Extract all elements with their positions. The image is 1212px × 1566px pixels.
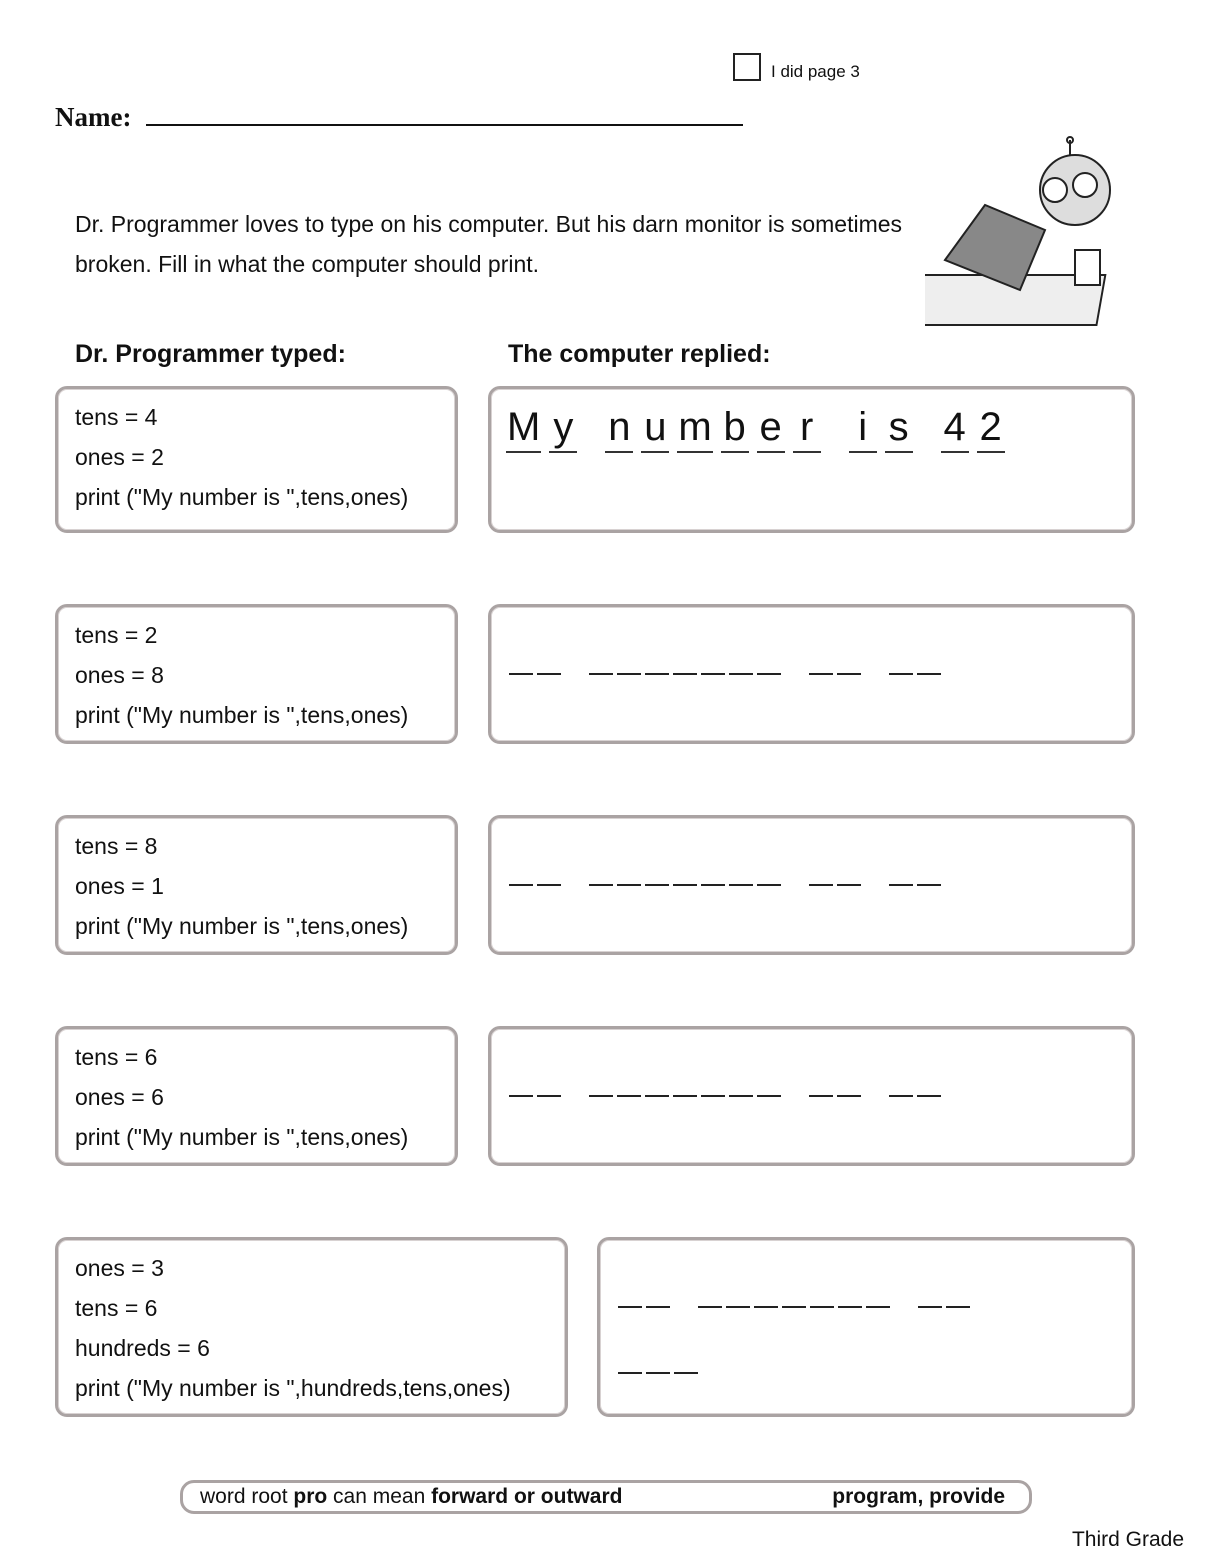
- code-line: ones = 1: [75, 873, 164, 899]
- answer-letter: e: [757, 403, 785, 453]
- grade-label: Third Grade: [1071, 1528, 1184, 1551]
- code-box-5: [55, 1237, 568, 1417]
- answer-box-4[interactable]: [488, 1026, 1135, 1166]
- letter-blank[interactable]: [589, 846, 613, 886]
- answer-letter: r: [793, 403, 821, 453]
- letter-blank[interactable]: [837, 846, 861, 886]
- code-line: ones = 3: [75, 1255, 164, 1281]
- example-words: program, provide: [832, 1485, 1005, 1508]
- letter-blank[interactable]: [866, 1268, 890, 1308]
- letter-blank[interactable]: [645, 846, 669, 886]
- letter-blank[interactable]: [646, 1334, 670, 1374]
- letter-blank[interactable]: [617, 1057, 641, 1097]
- answer-box-1: [488, 386, 1135, 533]
- code-line: tens = 6: [75, 1044, 158, 1070]
- code-line: print ("My number is ",hundreds,tens,ones): [75, 1375, 511, 1401]
- letter-blank[interactable]: [757, 635, 781, 675]
- did-page-checkbox[interactable]: [733, 53, 761, 81]
- letter-blank[interactable]: [701, 1057, 725, 1097]
- letter-blank[interactable]: [757, 846, 781, 886]
- letter-blank[interactable]: [645, 635, 669, 675]
- letter-blank[interactable]: [782, 1268, 806, 1308]
- code-line: tens = 2: [75, 622, 158, 648]
- typed-heading: Dr. Programmer typed:: [75, 340, 346, 368]
- answer-blanks[interactable]: [491, 607, 1132, 675]
- blank-word[interactable]: [509, 1057, 561, 1097]
- answer-letter: y: [549, 403, 577, 453]
- answer-blanks[interactable]: [491, 818, 1132, 886]
- answer-letter: u: [641, 403, 669, 453]
- blank-word[interactable]: [618, 1268, 670, 1308]
- answer-blanks[interactable]: [491, 1029, 1132, 1097]
- letter-blank[interactable]: [701, 635, 725, 675]
- letter-blank[interactable]: [809, 635, 833, 675]
- blank-word[interactable]: [809, 846, 861, 886]
- letter-blank[interactable]: [617, 846, 641, 886]
- letter-blank[interactable]: [917, 846, 941, 886]
- answer-box-2[interactable]: [488, 604, 1135, 744]
- blank-word[interactable]: [618, 1334, 698, 1374]
- letter-blank[interactable]: [809, 846, 833, 886]
- letter-blank[interactable]: [889, 635, 913, 675]
- letter-blank[interactable]: [809, 1057, 833, 1097]
- code-line: tens = 8: [75, 833, 158, 859]
- blank-word[interactable]: [589, 846, 781, 886]
- blank-word[interactable]: [889, 1057, 941, 1097]
- word-root: pro: [293, 1485, 328, 1508]
- blank-word[interactable]: [509, 846, 561, 886]
- code-line: tens = 6: [75, 1295, 158, 1321]
- letter-blank[interactable]: [673, 846, 697, 886]
- code-line: tens = 4: [75, 404, 158, 430]
- answer-word: [849, 403, 913, 453]
- answer-blanks[interactable]: [600, 1308, 1132, 1374]
- letter-blank[interactable]: [537, 846, 561, 886]
- did-page-label: I did page 3: [771, 62, 860, 81]
- meaning-label: can mean: [327, 1485, 432, 1508]
- letter-blank[interactable]: [617, 635, 641, 675]
- answer-letter: i: [849, 403, 877, 453]
- letter-blank[interactable]: [589, 1057, 613, 1097]
- letter-blank[interactable]: [837, 1057, 861, 1097]
- code-box-2: [55, 604, 458, 744]
- code-line: print ("My number is ",tens,ones): [75, 484, 409, 510]
- code-box-3: [55, 815, 458, 955]
- code-line: hundreds = 6: [75, 1335, 210, 1361]
- blank-word[interactable]: [698, 1268, 890, 1308]
- letter-blank[interactable]: [618, 1268, 642, 1308]
- letter-blank[interactable]: [701, 846, 725, 886]
- answer-letter: b: [721, 403, 749, 453]
- letter-blank[interactable]: [889, 1057, 913, 1097]
- letter-blank[interactable]: [537, 635, 561, 675]
- word-root-banner: [180, 1480, 1032, 1514]
- answer-letter: s: [885, 403, 913, 453]
- answer-letter: M: [506, 403, 541, 453]
- code-line: print ("My number is ",tens,ones): [75, 913, 409, 939]
- answer-blanks[interactable]: [600, 1240, 1132, 1308]
- blank-word[interactable]: [918, 1268, 970, 1308]
- name-field[interactable]: [146, 124, 743, 126]
- blank-word[interactable]: [889, 846, 941, 886]
- letter-blank[interactable]: [889, 846, 913, 886]
- letter-blank[interactable]: [838, 1268, 862, 1308]
- letter-blank[interactable]: [698, 1268, 722, 1308]
- replied-heading: The computer replied:: [508, 340, 771, 368]
- letter-blank[interactable]: [673, 635, 697, 675]
- letter-blank[interactable]: [757, 1057, 781, 1097]
- answer-letter: n: [605, 403, 633, 453]
- answer-word: [941, 403, 1005, 453]
- answer-box-5[interactable]: [597, 1237, 1135, 1417]
- letter-blank[interactable]: [674, 1334, 698, 1374]
- word-root-label: word root: [200, 1485, 294, 1508]
- letter-blank[interactable]: [645, 1057, 669, 1097]
- letter-blank[interactable]: [618, 1334, 642, 1374]
- answer-word: [605, 403, 820, 453]
- answer-box-3[interactable]: [488, 815, 1135, 955]
- code-line: print ("My number is ",tens,ones): [75, 702, 409, 728]
- blank-word[interactable]: [589, 1057, 781, 1097]
- letter-blank[interactable]: [754, 1268, 778, 1308]
- letter-blank[interactable]: [729, 635, 753, 675]
- answer-word: [506, 403, 577, 453]
- blank-word[interactable]: [809, 635, 861, 675]
- blank-word[interactable]: [589, 635, 781, 675]
- letter-blank[interactable]: [810, 1268, 834, 1308]
- answer-letter: 2: [977, 403, 1005, 453]
- instructions: Dr. Programmer loves to type on his computer. But his darn monitor is sometimes broken. Fill in what the computer should print.: [75, 211, 903, 277]
- blank-word[interactable]: [889, 635, 941, 675]
- word-root-meaning: forward or outward: [431, 1485, 623, 1508]
- letter-blank[interactable]: [673, 1057, 697, 1097]
- letter-blank[interactable]: [537, 1057, 561, 1097]
- letter-blank[interactable]: [589, 635, 613, 675]
- letter-blank[interactable]: [946, 1268, 970, 1308]
- code-line: ones = 6: [75, 1084, 164, 1110]
- letter-blank[interactable]: [917, 1057, 941, 1097]
- blank-word[interactable]: [809, 1057, 861, 1097]
- code-line: ones = 8: [75, 662, 164, 688]
- robot-laptop-illustration: [925, 135, 1135, 335]
- code-box-4: [55, 1026, 458, 1166]
- answer-letter: m: [677, 403, 712, 453]
- code-line: ones = 2: [75, 444, 164, 470]
- letter-blank[interactable]: [729, 846, 753, 886]
- blank-word[interactable]: [509, 635, 561, 675]
- word-root-text: [200, 1485, 622, 1509]
- letter-blank[interactable]: [509, 635, 533, 675]
- code-line: print ("My number is ",tens,ones): [75, 1124, 409, 1150]
- example-answer: [491, 389, 1132, 453]
- name-label: Name:: [55, 102, 132, 132]
- answer-letter: 4: [941, 403, 969, 453]
- letter-blank[interactable]: [509, 846, 533, 886]
- letter-blank[interactable]: [837, 635, 861, 675]
- letter-blank[interactable]: [918, 1268, 942, 1308]
- letter-blank[interactable]: [729, 1057, 753, 1097]
- letter-blank[interactable]: [726, 1268, 750, 1308]
- letter-blank[interactable]: [917, 635, 941, 675]
- letter-blank[interactable]: [646, 1268, 670, 1308]
- code-box-1: [55, 386, 458, 533]
- letter-blank[interactable]: [509, 1057, 533, 1097]
